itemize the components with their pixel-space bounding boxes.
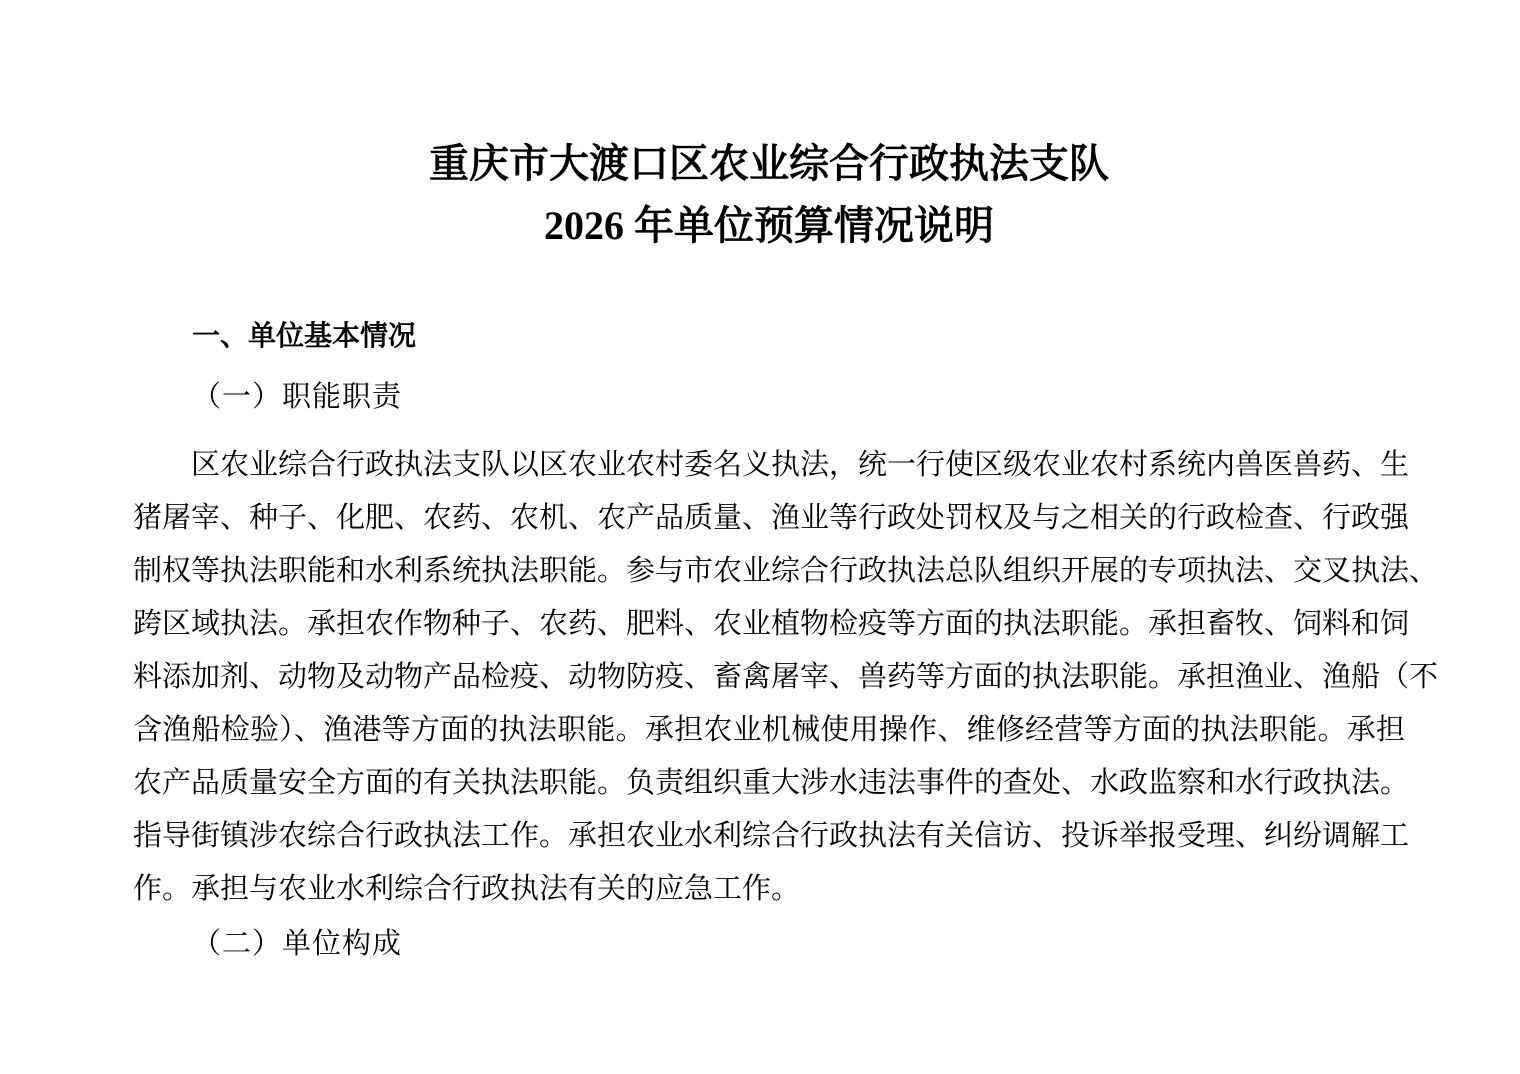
- document-title: [133, 133, 1405, 257]
- duties-paragraph: [133, 439, 1439, 916]
- paragraph-line: 制权等执法职能和水利系统执法职能。参与市农业综合行政执法总队组织开展的专项执法、交叉执法、: [133, 555, 1439, 587]
- document-page: [0, 133, 1520, 1074]
- paragraph-line: 农产品质量安全方面的有关执法职能。负责组织重大涉水违法事件的查处、水政监察和水行政执法。: [133, 767, 1410, 799]
- section-heading-basic-info: 一、单位基本情况: [192, 320, 417, 351]
- subsection-heading-duties: （一）职能职责: [192, 381, 403, 413]
- document-title-line1: 重庆市大渡口区农业综合行政执法支队: [429, 141, 1109, 186]
- paragraph-line: 猪屠宰、种子、化肥、农药、农机、农产品质量、渔业等行政处罚权及与之相关的行政检查、行政强: [133, 502, 1410, 534]
- paragraph-line: 含渔船检验）、渔港等方面的执法职能。承担农业机械使用操作、维修经营等方面的执法职能。承担: [133, 714, 1405, 746]
- paragraph-line: 区农业综合行政执法支队以区农业农村委名义执法，统一行使区级农业农村系统内兽医兽药、生: [191, 449, 1410, 481]
- paragraph-line: 跨区域执法。承担农作物种子、农药、肥料、农业植物检疫等方面的执法职能。承担畜牧、饲料和饲: [133, 608, 1410, 640]
- paragraph-line: 作。承担与农业水利综合行政执法有关的应急工作。: [133, 873, 801, 905]
- subsection-heading-composition: （二）单位构成: [192, 928, 403, 960]
- paragraph-line: 指导街镇涉农综合行政执法工作。承担农业水利综合行政执法有关信访、投诉举报受理、纠纷调解工: [133, 820, 1410, 852]
- paragraph-line: 料添加剂、动物及动物产品检疫、动物防疫、畜禽屠宰、兽药等方面的执法职能。承担渔业、渔船（不: [133, 661, 1439, 693]
- document-title-line2: 2026 年单位预算情况说明: [544, 203, 994, 248]
